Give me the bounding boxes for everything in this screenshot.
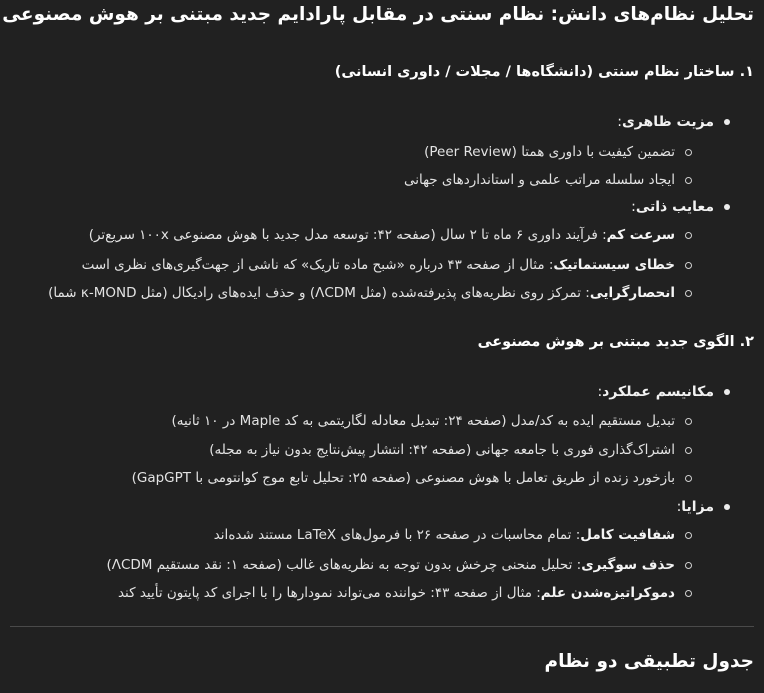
bullet-circle-icon [685, 532, 692, 539]
list-item [172, 413, 692, 429]
list-item-text: تبدیل مستقیم ایده به کد/مدل (صفحه ۲۴: تبدیل معادله لگاریتمی به کد Maple در ۱۰ ثانیه) [171, 413, 675, 429]
list-item [404, 172, 692, 188]
list-item-text: اشتراک‌گذاری فوری با جامعه جهانی (صفحه ۴۲: انتشار پیش‌نتایج بدون نیاز به مجله) [209, 442, 675, 458]
list-item: حذف سوگیری : تحلیل منحنی چرخش بدون توجه به نظریه‌های غالب (صفحه ۱: نقد مستقیم ΛCDM) [106, 557, 692, 573]
comparison-table-heading: جدول تطبیقی دو نظام [544, 651, 754, 672]
list-item: سرعت کم : فرآیند داوری ۶ ماه تا ۲ سال (صفحه ۴۲: توسعه مدل جدید با هوش مصنوعی ۱۰۰x سریع‌تر) [89, 227, 692, 243]
group-inherent-flaws: معایب ذاتی : [631, 199, 730, 215]
list-item-key: شفافیت کامل [580, 527, 675, 543]
list-item: شفافیت کامل : تمام محاسبات در صفحه ۲۶ با فرمول‌های LaTeX مستند شده‌اند [214, 527, 692, 543]
bullet-disc-icon [724, 504, 730, 510]
list-item-text: تحلیل منحنی چرخش بدون توجه به نظریه‌های غالب (صفحه ۱: نقد مستقیم ΛCDM) [106, 557, 573, 573]
list-item-text: تمام محاسبات در صفحه ۲۶ با فرمول‌های LaTeX مستند شده‌اند [213, 527, 572, 543]
bullet-circle-icon [685, 177, 692, 184]
group-label: مکانیسم عملکرد [602, 384, 714, 400]
bullet-circle-icon [685, 590, 692, 597]
bullet-circle-icon [685, 290, 692, 297]
list-item-key: حذف سوگیری [581, 557, 675, 573]
list-item-text: تضمین کیفیت با داوری همتا (Peer Review) [424, 144, 675, 160]
list-item: دموکراتیزه‌شدن علم : مثال از صفحه ۴۳: خواننده می‌تواند نمودارها را با اجرای کد پایتون تأیید کند [118, 585, 692, 601]
list-item [132, 470, 692, 486]
list-item: انحصارگرایی : تمرکز روی نظریه‌های پذیرفته‌شده (مثل ΛCDM) و حذف ایده‌های رادیکال (مثل κ-MOND شما) [48, 285, 692, 301]
bullet-disc-icon [724, 119, 730, 125]
bullet-circle-icon [685, 149, 692, 156]
horizontal-divider [10, 626, 754, 627]
list-item: خطای سیستماتیک : مثال از صفحه ۴۳ درباره «شبح ماده تاریک» که ناشی از جهت‌گیری‌های نظری است [82, 257, 692, 273]
list-item-key: سرعت کم [606, 227, 675, 243]
section-2-number: ۲. [739, 334, 754, 350]
section-1-number: ۱. [739, 64, 754, 80]
group-apparent-advantage: مزیت ظاهری : [617, 114, 730, 130]
list-item-text: ایجاد سلسله مراتب علمی و استانداردهای جهانی [403, 172, 675, 188]
group-label: مزایا [681, 499, 714, 515]
list-item-key: خطای سیستماتیک [553, 257, 675, 273]
list-item [209, 442, 692, 458]
bullet-circle-icon [685, 562, 692, 569]
list-item-key: دموکراتیزه‌شدن علم [540, 585, 675, 601]
list-item-key: انحصارگرایی [589, 285, 675, 301]
group-mechanism: مکانیسم عملکرد : [597, 384, 730, 400]
section-1-title: ساختار نظام سنتی (دانشگاه‌ها / مجلات / داوری انسانی) [334, 64, 735, 80]
list-item-text: مثال از صفحه ۴۳: خواننده می‌تواند نمودارها را با اجرای کد پایتون تأیید کند [117, 585, 532, 601]
group-label: معایب ذاتی [635, 199, 714, 215]
section-2-heading [478, 334, 754, 350]
list-item-text: بازخورد زنده از طریق تعامل با هوش مصنوعی (صفحه ۲۵: تحلیل تابع موج کوانتومی با GapGPT) [131, 470, 675, 486]
group-label: مزیت ظاهری [621, 114, 714, 130]
list-item-text: تمرکز روی نظریه‌های پذیرفته‌شده (مثل ΛCDM) و حذف ایده‌های رادیکال (مثل κ-MOND شما) [48, 285, 581, 301]
bullet-circle-icon [685, 475, 692, 482]
document-title: تحلیل نظام‌های دانش: نظام سنتی در مقابل پارادایم جدید مبتنی بر هوش مصنوعی [2, 4, 754, 25]
group-advantages: مزایا : [677, 499, 730, 515]
list-item-text: فرآیند داوری ۶ ماه تا ۲ سال (صفحه ۴۲: توسعه مدل جدید با هوش مصنوعی ۱۰۰x سریع‌تر) [88, 227, 598, 243]
list-item [424, 144, 692, 160]
bullet-circle-icon [685, 232, 692, 239]
section-2-title: الگوی جدید مبتنی بر هوش مصنوعی [477, 334, 735, 350]
bullet-disc-icon [724, 389, 730, 395]
section-1-heading [335, 64, 754, 80]
bullet-circle-icon [685, 262, 692, 269]
list-item-text: مثال از صفحه ۴۳ درباره «شبح ماده تاریک» که ناشی از جهت‌گیری‌های نظری است [81, 257, 545, 273]
bullet-circle-icon [685, 447, 692, 454]
bullet-circle-icon [685, 418, 692, 425]
bullet-disc-icon [724, 204, 730, 210]
